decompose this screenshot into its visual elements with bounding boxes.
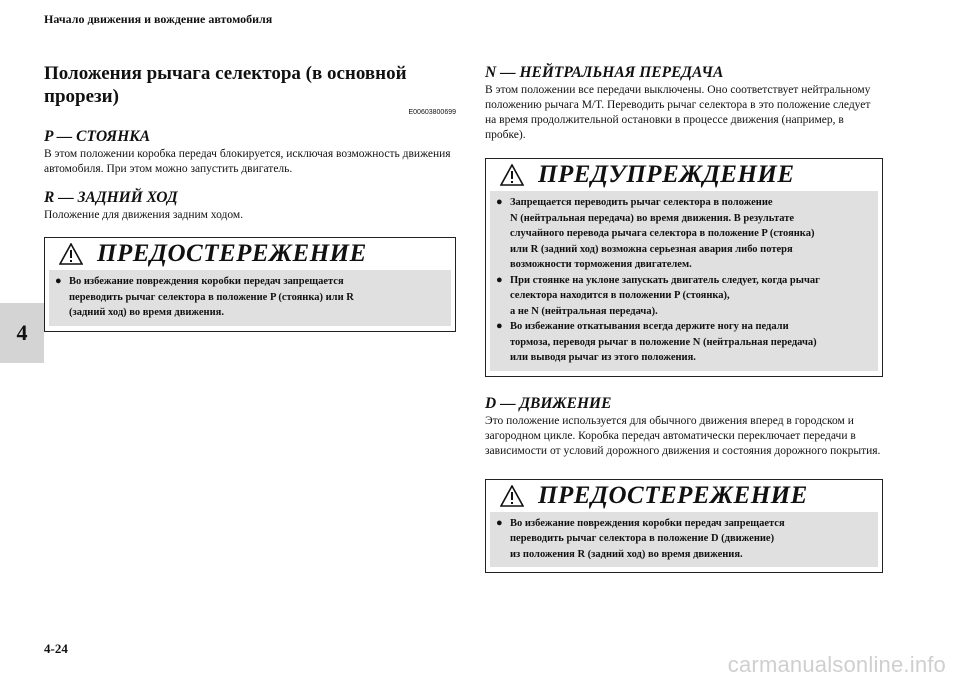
caution-box-body	[490, 512, 878, 568]
page-header-title: Начало движения и вождение автомобиля	[44, 12, 273, 26]
heading-reverse: R — ЗАДНИЙ ХОД	[44, 189, 178, 206]
caution-box-header	[45, 238, 455, 270]
text-neutral: В этом положении все передачи выключены. Оно соответствует нейтральному положению рычага M/T. Переводить рычаг селектора в это положение следует на время продолжительной остановки в процессе движения (например, в пробке).	[485, 84, 871, 141]
caution-box-header	[486, 480, 882, 512]
caution-box-right	[485, 479, 883, 574]
text-reverse: Положение для движения задним ходом.	[44, 209, 244, 221]
bullet-icon: ●	[496, 273, 503, 286]
section-title: Положения рычага селектора (в основной прорези)	[44, 63, 407, 107]
list-item-text: Во избежание откатывания всегда держите ногу на педали тормоза, переводя рычаг в положение N (нейтральная передача) или выводя рычаг из этого положения.	[510, 321, 817, 363]
chapter-tab: 4	[0, 303, 44, 363]
caution-box-body	[49, 270, 451, 326]
list-item-text: Во избежание повреждения коробки передач запрещается переводить рычаг селектора в положение P (стоянка) или R (задний ход) во время движения.	[69, 276, 354, 318]
watermark: carmanualsonline.info	[727, 652, 946, 677]
list-item	[496, 195, 872, 273]
list-item	[55, 274, 445, 321]
caution-box-left	[44, 237, 456, 332]
heading-drive: D — ДВИЖЕНИЕ	[485, 394, 612, 412]
right-column	[485, 64, 883, 573]
page-number: 4-24	[44, 641, 68, 656]
list-item-text: Запрещается переводить рычаг селектора в положение N (нейтральная передача) во время движения. В результате случайного перевода рычага селектора в положение P (стоянка) или R (задний ход) возможна серьезная авария либо потеря возможности торможения двигателем.	[510, 197, 815, 270]
list-item	[496, 516, 872, 563]
bullet-icon: ●	[496, 196, 503, 208]
warning-triangle-icon	[500, 485, 524, 507]
warning-box	[485, 158, 883, 377]
caution-box-title: ПРЕДОСТЕРЕЖЕНИЕ	[538, 481, 808, 509]
bullet-icon: ●	[55, 275, 62, 287]
heading-park: P — СТОЯНКА	[44, 128, 151, 145]
section-code: E00603800699	[408, 109, 456, 116]
text-drive: Это положение используется для обычного движения вперед в городском и загородном цикле. Коробка передач автоматически переключает передачи в зависимости от условий дорожного движения и состояния дорожного покрытия.	[485, 414, 881, 457]
left-column	[44, 62, 456, 332]
warning-box-body	[490, 191, 878, 371]
warning-box-title: ПРЕДУПРЕЖДЕНИЕ	[538, 161, 795, 188]
bullet-icon: ●	[496, 516, 503, 529]
bullet-icon: ●	[496, 320, 503, 332]
list-item-text: При стоянке на уклоне запускать двигатель следует, когда рычаг селектора находится в положении P (стоянка), а не N (нейтральная передача).	[510, 274, 820, 317]
heading-neutral: N — НЕЙТРАЛЬНАЯ ПЕРЕДАЧА	[485, 64, 724, 81]
warning-box-header	[486, 159, 882, 191]
list-item	[496, 273, 872, 320]
warning-triangle-icon	[500, 164, 524, 186]
text-park: В этом положении коробка передач блокируется, исключая возможность движения автомобиля. При этом можно запустить двигатель.	[44, 148, 451, 175]
caution-box-title: ПРЕДОСТЕРЕЖЕНИЕ	[97, 240, 367, 267]
warning-triangle-icon	[59, 243, 83, 265]
list-item-text: Во избежание повреждения коробки передач запрещается переводить рычаг селектора в положение D (движение) из положения R (задний ход) во время движения.	[510, 517, 785, 560]
list-item	[496, 319, 872, 366]
